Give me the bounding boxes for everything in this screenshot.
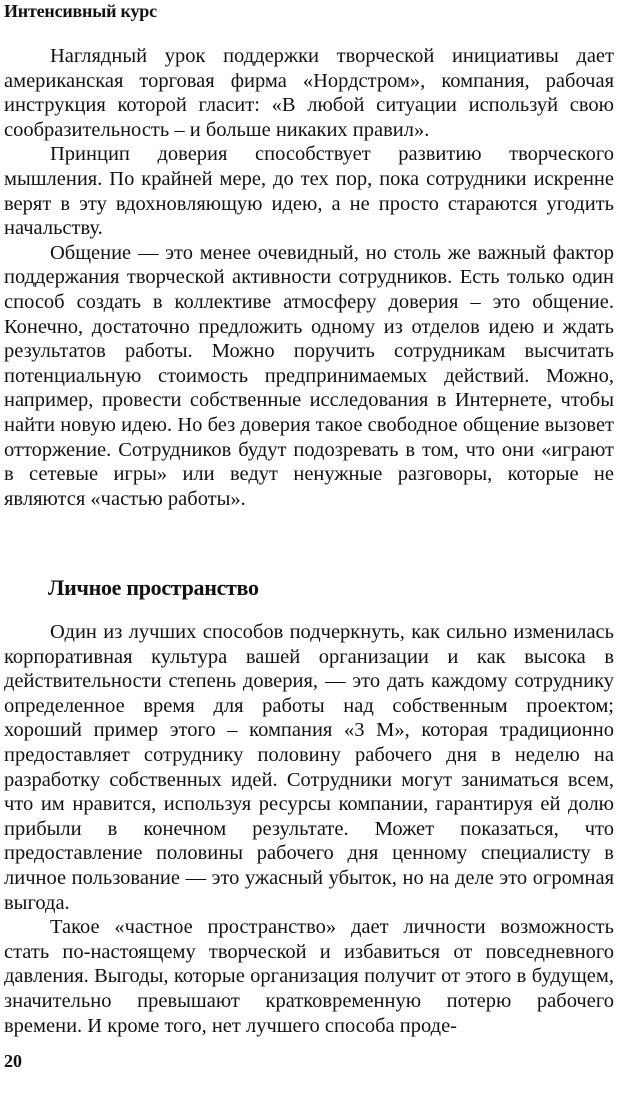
paragraph: Общение — это менее очевидный, но столь же важный фактор поддержания творческой активности сотрудников. Есть только один способ создать в коллективе атмосферу доверия – это общение. Конечно, достаточно предложить одному из отделов идею и ждать результатов работы. Можно поручить сотрудникам высчитать потенциальную стоимость предпринимаемых действий. Можно, например, провести собственные исследования в Интернете, чтобы найти новую идею. Но без доверия такое свободное общение вызовет отторжение. Сотрудников будут подозревать в том, что они «играют в сетевые игры» или ведут ненужные разговоры, которые не являются «частью работы». bbox=[4, 241, 614, 510]
text-block-section bbox=[4, 620, 614, 1038]
text-block-intro bbox=[4, 44, 614, 511]
page-number: 20 bbox=[4, 1051, 22, 1071]
paragraph: Один из лучших способов подчеркнуть, как сильно изменилась корпоративная культура вашей организации и как высока в действительности степень доверия, — это дать каждому сотруднику определенное время для работы над собственным проектом; хороший пример этого – компания «3 М», которая традиционно предоставляет сотруднику половину рабочего дня в неделю на разработку собственных идей. Сотрудники могут заниматься всем, что им нравится, используя ресурсы компании, гарантируя ей долю прибыли в конечном результате. Может показаться, что предоставление половины рабочего дня ценному специалисту в личное пользование — это ужасный убыток, но на деле это огромная выгода. bbox=[4, 621, 614, 914]
section-heading: Личное пространство bbox=[48, 575, 259, 600]
paragraph: Такое «частное пространство» дает личности возможность стать по-настоящему творческой и избавиться от повседневного давления. Выгоды, которые организация получит от этого в будущем, значительно превышают кратковременную потерю рабочего времени. И кроме того, нет лучшего способа проде- bbox=[4, 916, 614, 1037]
paragraph: Принцип доверия способствует развитию творческого мышления. По крайней мере, до тех пор, пока сотрудники искренне верят в эту вдохновляющую идею, а не просто стараются угодить начальству. bbox=[4, 143, 614, 240]
running-head: Интенсивный курс bbox=[4, 1, 157, 21]
paragraph: Наглядный урок поддержки творческой инициативы дает американская торговая фирма «Нордстром», компания, рабочая инструкция которой гласит: «В любой ситуации используй свою сообразительность – и больше никаких правил». bbox=[4, 45, 614, 141]
